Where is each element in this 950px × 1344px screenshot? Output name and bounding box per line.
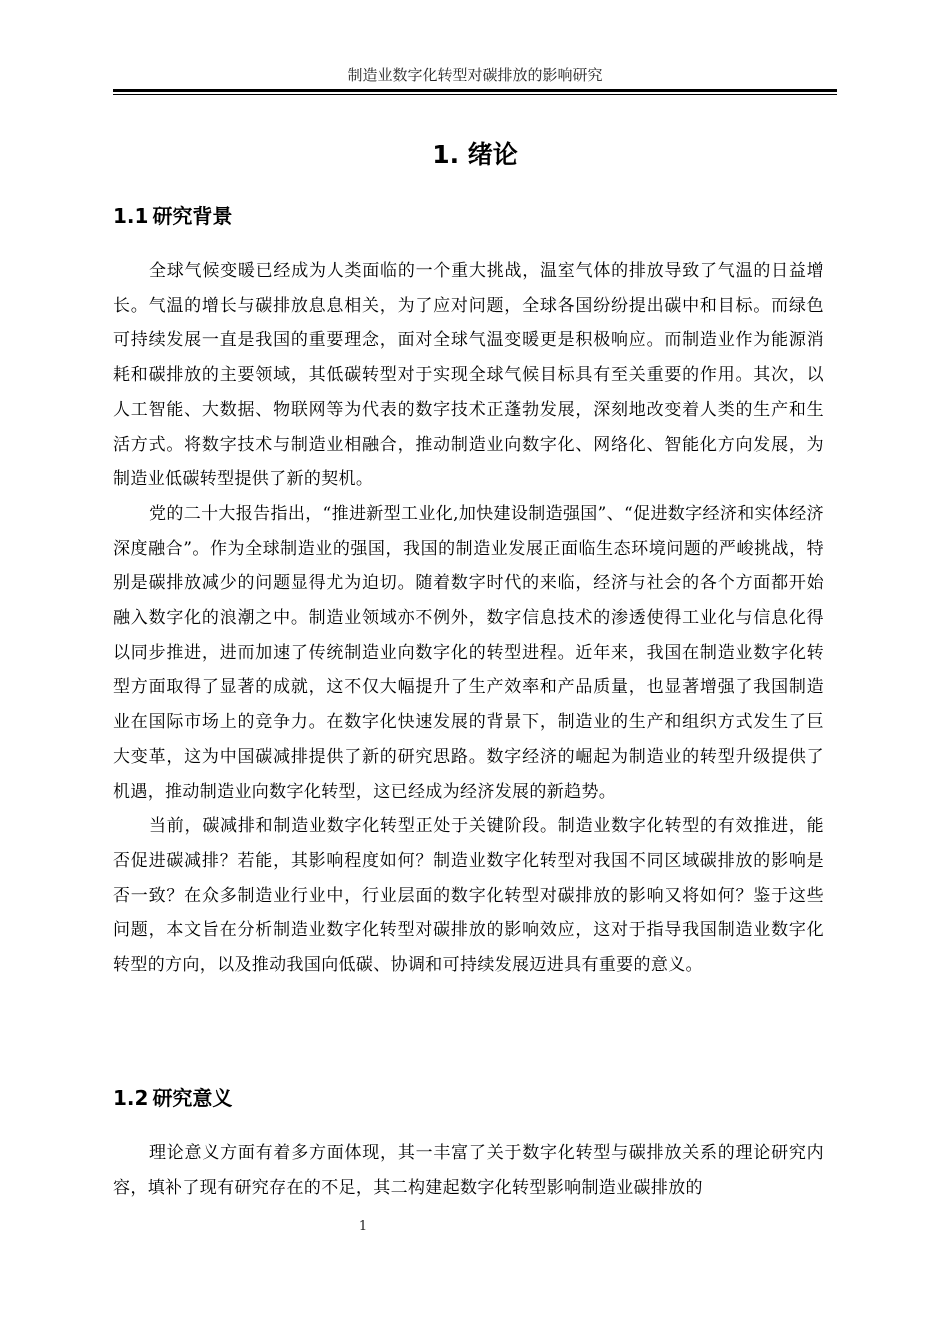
running-header: 制造业数字化转型对碳排放的影响研究 [347,66,603,84]
section-title: 研究意义 [152,1086,233,1110]
section-number: 1.1 [113,204,149,228]
background-section-body [113,254,824,983]
header-rule-thick [113,89,837,92]
chapter-title: 1. 绪论 [432,140,518,169]
paragraph: 当前，碳减排和制造业数字化转型正处于关键阶段。制造业数字化转型的有效推进，能否促进碳减排？若能，其影响程度如何？制造业数字化转型对我国不同区域碳排放的影响是否一致？在众多制造业行业中，行业层面的数字化转型对碳排放的影响又将如何？鉴于这些问题，本文旨在分析制造业数字化转型对碳排放的影响效应，这对于指导我国制造业数字化转型的方向，以及推动我国向低碳、协调和可持续发展迈进具有重要的意义。 [113,816,824,976]
section-heading-background [113,202,232,230]
section-number: 1.2 [113,1086,149,1110]
paragraph: 全球气候变暖已经成为人类面临的一个重大挑战，温室气体的排放导致了气温的日益增长。气温的增长与碳排放息息相关，为了应对问题，全球各国纷纷提出碳中和目标。而绿色可持续发展一直是我国的重要理念，面对全球气温变暖更是积极响应。而制造业作为能源消耗和碳排放的主要领域，其低碳转型对于实现全球气候目标具有至关重要的作用。其次，以人工智能、大数据、物联网等为代表的数字技术正蓬勃发展，深刻地改变着人类的生产和生活方式。将数字技术与制造业相融合，推动制造业向数字化、网络化、智能化方向发展，为制造业低碳转型提供了新的契机。 [113,261,824,490]
paragraph: 理论意义方面有着多方面体现，其一丰富了关于数字化转型与碳排放关系的理论研究内容，填补了现有研究存在的不足，其二构建起数字化转型影响制造业碳排放的 [113,1143,824,1198]
paragraph: 党的二十大报告指出，“推进新型工业化,加快建设制造强国”、“促进数字经济和实体经济深度融合”。作为全球制造业的强国，我国的制造业发展正面临生态环境问题的严峻挑战，特别是碳排放减少的问题显得尤为迫切。随着数字时代的来临，经济与社会的各个方面都开始融入数字化的浪潮之中。制造业领域亦不例外，数字信息技术的渗透使得工业化与信息化得以同步推进，进而加速了传统制造业向数字化的转型进程。近年来，我国在制造业数字化转型方面取得了显著的成就，这不仅大幅提升了生产效率和产品质量，也显著增强了我国制造业在国际市场上的竞争力。在数字化快速发展的背景下，制造业的生产和组织方式发生了巨大变革，这为中国碳减排提供了新的研究思路。数字经济的崛起为制造业的转型升级提供了机遇，推动制造业向数字化转型，这已经成为经济发展的新趋势。 [113,503,824,802]
page-number: 1 [358,1219,368,1234]
significance-section-body [113,1136,824,1205]
section-heading-significance [113,1084,232,1112]
header-rule-thin [113,94,837,95]
section-title: 研究背景 [152,204,233,228]
